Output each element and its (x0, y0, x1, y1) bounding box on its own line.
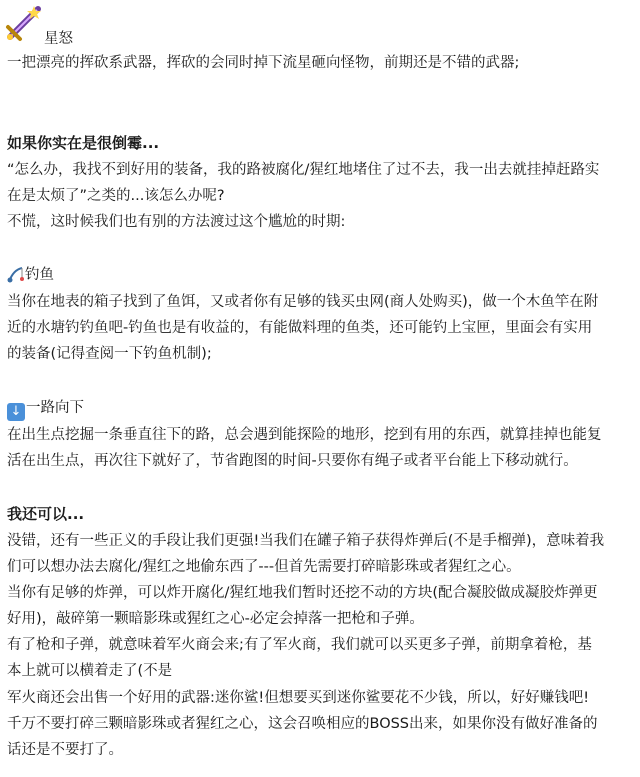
down-arrow-icon: ↓ (7, 403, 25, 421)
unlucky-heading: 如果你实在是很倒霉... (7, 134, 160, 152)
paragraph-line: 当你在地表的箱子找到了鱼饵，又或者你有足够的钱买虫网(商人处购买)，做一个木鱼竿在附 (7, 294, 599, 310)
fishing-pole-icon (7, 266, 25, 284)
paragraph-line: 们可以想办法去腐化/猩红之地偷东西了---但首先需要打碎暗影珠或者猩红之心。 (7, 559, 521, 575)
paragraph-line: 军火商还会出售一个好用的武器:迷你鲨!但想要买到迷你鲨要花不少钱，所以，好好赚钱吧! (7, 690, 590, 706)
fishing-title: 钓鱼 (25, 267, 54, 283)
paragraph-line: 在出生点挖掘一条垂直往下的路，总会遇到能探险的地形，挖到有用的东西，就算挂掉也能复 (7, 427, 602, 443)
more-heading: 我还可以... (7, 505, 85, 523)
starfury-title: 星怒 (44, 31, 73, 47)
paragraph-line: 有了枪和子弹，就意味着军火商会来;有了军火商，我们就可以买更多子弹，前期拿着枪，基 (7, 637, 592, 653)
paragraph-line: 不慌，这时候我们也有别的方法渡过这个尴尬的时期: (7, 214, 346, 230)
paragraph-line: 话还是不要打了。 (7, 742, 123, 758)
downward-heading (7, 396, 632, 421)
paragraph-line: 当你有足够的炸弹，可以炸开腐化/猩红地我们暂时还挖不动的方块(配合凝胶做成凝胶炸弹更 (7, 585, 598, 601)
fishing-heading (7, 263, 632, 287)
paragraph-line: 在是太烦了”之类的...该怎么办呢? (7, 188, 225, 204)
paragraph-line: 活在出生点，再次往下就好了，节省跑图的时间-只要你有绳子或者平台能上下移动就行。 (7, 453, 578, 469)
starfury-sword-icon (4, 3, 44, 43)
paragraph-line: 的装备(记得查阅一下钓鱼机制); (7, 346, 212, 362)
paragraph-line: “怎么办，我找不到好用的装备，我的路被腐化/猩红地堵住了过不去，我一出去就挂掉赶路实 (7, 162, 600, 178)
downward-title: 一路向下 (26, 400, 84, 416)
paragraph-line: 近的水塘钓钓鱼吧-钓鱼也是有收益的，有能做料理的鱼类，还可能钓上宝匣，里面会有实用 (7, 320, 593, 336)
paragraph-line: 好用)，敲碎第一颗暗影珠或猩红之心-必定会掉落一把枪和子弹。 (7, 611, 424, 627)
paragraph-line: 没错，还有一些正义的手段让我们更强!当我们在罐子箱子获得炸弹后(不是手榴弹)，意味着我 (7, 533, 605, 549)
paragraph-line: 千万不要打碎三颗暗影珠或者猩红之心，这会召唤相应的BOSS出来，如果你没有做好准备的 (7, 716, 598, 732)
starfury-description: 一把漂亮的挥砍系武器，挥砍的会同时掉下流星砸向怪物，前期还是不错的武器; (7, 55, 520, 71)
paragraph-line: 本上就可以横着走了(不是 (7, 663, 173, 679)
